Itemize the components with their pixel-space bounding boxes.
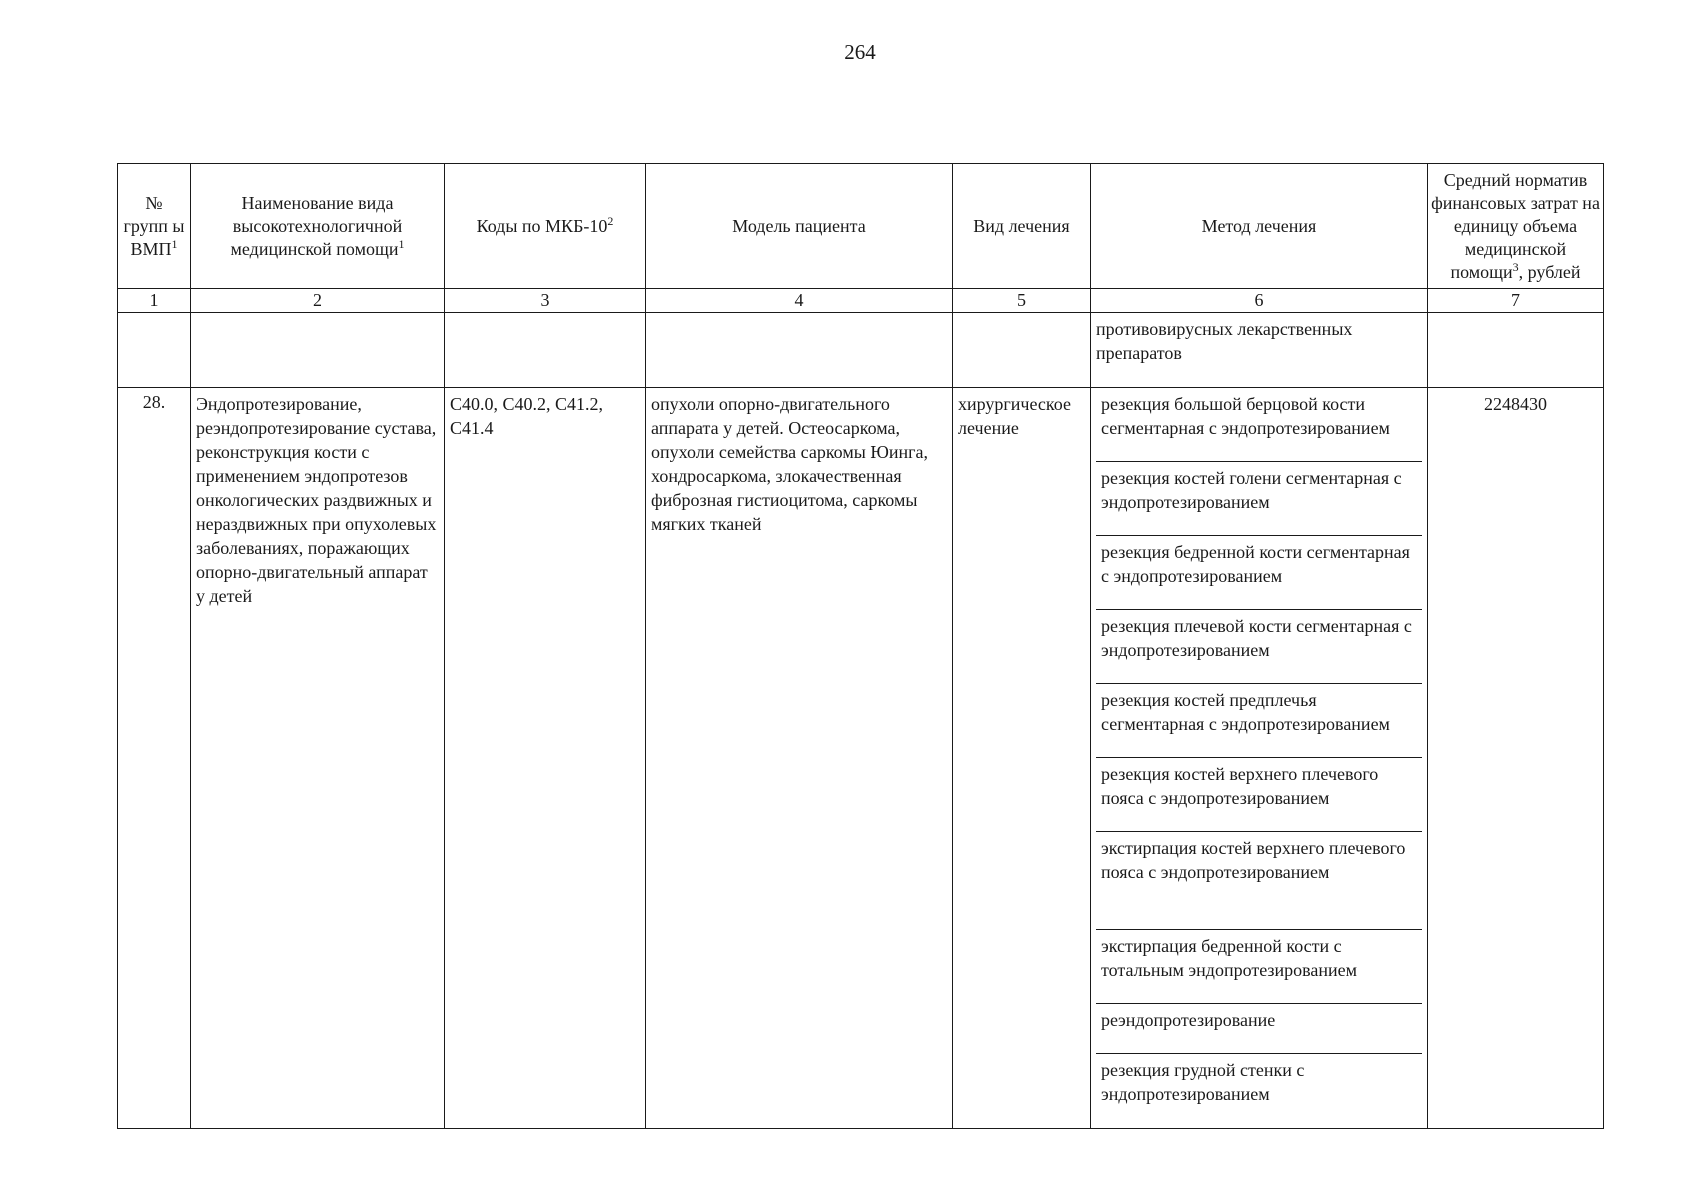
column-number: 4: [646, 289, 953, 313]
method-item: резекция костей верхнего плечевого пояса с эндопротезированием: [1096, 758, 1422, 832]
empty-cell: [445, 313, 646, 388]
method-item: резекция бедренной кости сегментарная с эндопротезированием: [1096, 536, 1422, 610]
cost-value: 2248430: [1428, 388, 1604, 1129]
empty-cell: [118, 313, 191, 388]
group-number: 28.: [118, 388, 191, 1129]
method-item: резекция грудной стенки с эндопротезированием: [1101, 1060, 1305, 1104]
empty-cell: [1428, 313, 1604, 388]
method-item: экстирпация костей верхнего плечевого пояса с эндопротезированием: [1096, 832, 1422, 930]
method-item: экстирпация бедренной кости с тотальным эндопротезированием: [1096, 930, 1422, 1004]
page-number: 264: [844, 40, 876, 64]
header-icd-codes: Коды по МКБ-$10^2$: [445, 164, 646, 289]
continuation-row: [118, 313, 1604, 388]
column-number-row: [118, 289, 1604, 313]
icd-codes: C40.0, C40.2, C41.2, C41.4: [445, 388, 646, 1129]
column-number: 3: [445, 289, 646, 313]
method-item: резекция плечевой кости сегментарная с эндопротезированием: [1096, 610, 1422, 684]
empty-cell: [646, 313, 953, 388]
header-care-name: Наименование вида высокотехнологичной медицинской помощи$^1$: [191, 164, 445, 289]
header-patient-model: Модель пациента: [646, 164, 953, 289]
header-treatment-type: Вид лечения: [953, 164, 1091, 289]
care-name: Эндопротезирование, реэндопротезирование сустава, реконструкция кости с применением эндопротезов онкологических раздвижных и нераздвижных при опухолевых заболеваниях, поражающих опорно-двигательный аппарат у детей: [191, 388, 445, 1129]
header-cost: Средний норматив финансовых затрат на единицу объема медицинской помощи$^3$, рублей: [1428, 164, 1604, 289]
table-row: [118, 388, 1604, 1129]
method-item: резекция костей голени сегментарная с эндопротезированием: [1096, 462, 1422, 536]
patient-model: опухоли опорно-двигательного аппарата у детей. Остеосаркома, опухоли семейства саркомы Юинга, хондросаркома, злокачественная фиброзная гистиоцитома, саркомы мягких тканей: [646, 388, 953, 1129]
column-number: 5: [953, 289, 1091, 313]
header-treatment-method: Метод лечения: [1091, 164, 1428, 289]
method-item: резекция большой берцовой кости сегментарная с эндопротезированием: [1096, 388, 1422, 462]
empty-cell: [953, 313, 1091, 388]
vmp-table: [117, 163, 1604, 1129]
treatment-type: хирургическое лечение: [953, 388, 1091, 1129]
header-row: [118, 164, 1604, 289]
method-continuation: противовирусных лекарственных препаратов: [1091, 313, 1428, 388]
header-group-number: № групп ы ВМП$^1$: [118, 164, 191, 289]
column-number: 6: [1091, 289, 1428, 313]
column-number: 7: [1428, 289, 1604, 313]
column-number: 1: [118, 289, 191, 313]
column-number: 2: [191, 289, 445, 313]
method-item: резекция костей предплечья сегментарная с эндопротезированием: [1096, 684, 1422, 758]
method-item: реэндопротезирование: [1096, 1004, 1422, 1054]
empty-cell: [191, 313, 445, 388]
treatment-methods: [1091, 388, 1428, 1129]
